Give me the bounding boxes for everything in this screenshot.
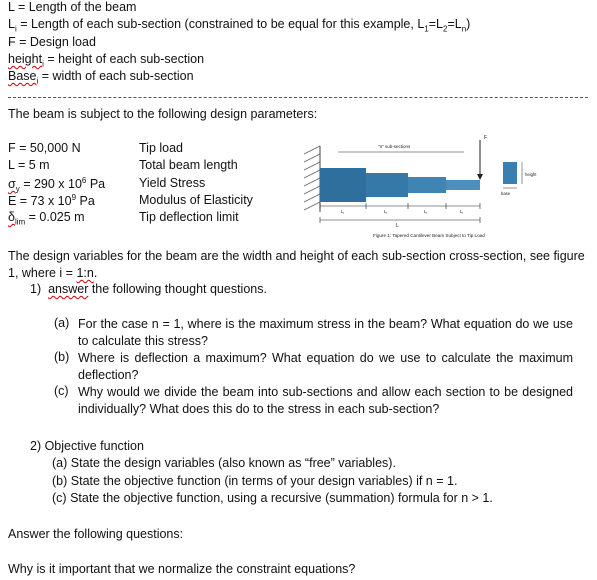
height-label: height	[525, 172, 537, 177]
param-yield-value: $\sigma_y = 290$ x $10^6$ Pa	[8, 176, 106, 194]
beam-segment-4	[446, 180, 480, 190]
q2a: (a) State the design variables (also known as “free” variables).	[52, 456, 396, 470]
param-length-desc: Total beam length	[139, 158, 238, 172]
svg-text:Li: $L_i$	[384, 209, 388, 215]
svg-text:L: L	[396, 223, 399, 229]
intro-text: The beam is subject to the following design parameters:	[8, 107, 318, 121]
q2c: (c) State the objective function, using a recursive (summation) formula for n > 1.	[52, 491, 493, 505]
param-deflection-value: $\delta_{lim} = 0.025$ m	[8, 210, 85, 227]
section-divider	[8, 97, 588, 98]
final-question: Why is it important that we normalize the constraint equations?	[8, 562, 356, 576]
q1a-text: For the case n = 1, where is the maximum stress in the beam? What equation do we use to calculate this stress?	[78, 317, 573, 348]
q2b: (b) State the objective function (in terms of your design variables) if n = 1.	[52, 474, 458, 488]
def-height: height$_i$ = height of each sub-section	[8, 52, 205, 69]
q1b-label: (b)	[54, 350, 70, 364]
svg-text:Li: $L_i$	[460, 209, 464, 215]
beam-segment-1	[320, 168, 366, 202]
q1c-label: (c)	[54, 384, 69, 398]
param-deflection-desc: Tip deflection limit	[139, 210, 239, 224]
design-variables-text: The design variables for the beam are the width and height of each sub-section cross-section, see figure 1, where i = 1:n.	[8, 249, 585, 280]
svg-text:Li: $L_i$	[424, 209, 428, 215]
def-base: Base$_i$ = width of each sub-section	[8, 69, 194, 86]
wall-hatch	[304, 146, 320, 212]
def-subsection-length: $L_i$ = Length of each sub-section (constrained to be equal for this example, $L_1=L_2=L_n$)	[8, 17, 471, 34]
param-load-desc: Tip load	[139, 141, 184, 155]
base-label: base	[501, 191, 511, 196]
subsections-label: "n" sub-sections	[378, 144, 411, 149]
def-length: L = Length of the beam	[8, 0, 137, 14]
q2-heading: 2) Objective function	[30, 439, 144, 453]
beam-segment-2	[366, 173, 408, 197]
q1c-text: Why would we divide the beam into sub-sections and allow each section to be designed individually? What does this do to the stress in each sub-section?	[78, 385, 573, 416]
param-modulus-desc: Modulus of Elasticity	[139, 193, 253, 207]
param-load-value: F = 50,000 N	[8, 141, 81, 155]
param-modulus-value: E = 73 x $10^9$ Pa	[8, 193, 95, 209]
def-design-load: F = Design load	[8, 35, 96, 49]
q1b-text: Where is deflection a maximum? What equation do we use to calculate the maximum deflection?	[78, 351, 573, 382]
answer-heading: Answer the following questions:	[8, 527, 184, 541]
q1-heading: 1) answer the following thought questions.	[30, 282, 267, 296]
total-length-dimension	[320, 217, 480, 229]
param-yield-desc: Yield Stress	[139, 176, 206, 190]
param-length-value: L = 5 m	[8, 158, 50, 172]
svg-text:Li: $L_i$	[341, 209, 345, 215]
cross-section	[503, 162, 517, 184]
figure-caption: Figure 1: Tapered Cantilever Beam Subject to Tip Load	[373, 233, 485, 238]
beam-figure	[298, 130, 590, 242]
beam-segment-3	[408, 177, 446, 193]
load-label: F	[484, 135, 488, 141]
q1a-label: (a)	[54, 316, 70, 330]
segment-dimensions	[320, 203, 480, 215]
